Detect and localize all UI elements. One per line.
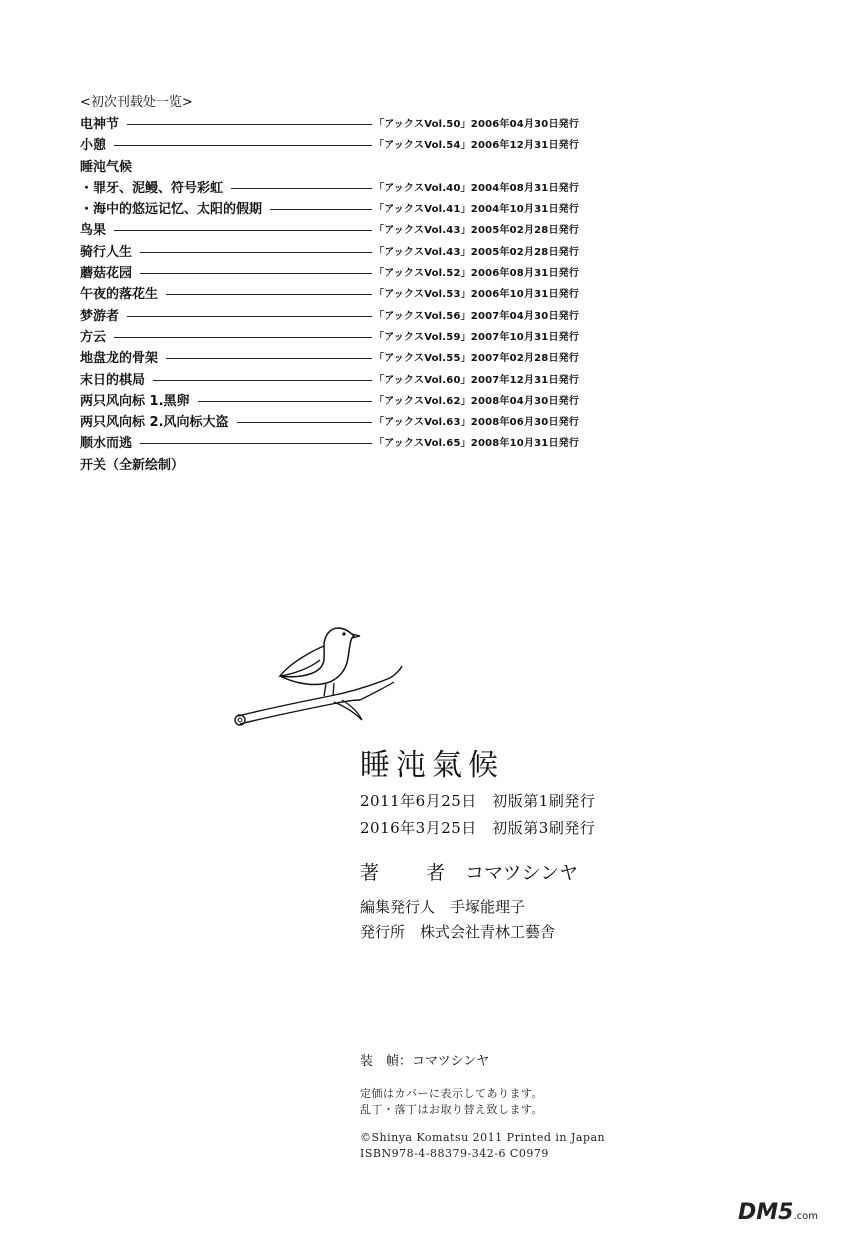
author-line <box>360 858 578 885</box>
list-item-publication: 「アックスVol.56」2007年04月30日発行 <box>374 310 580 322</box>
list-item-leader-line <box>231 188 372 189</box>
isbn-line: ISBN978-4-88379-342-6 C0979 <box>360 1147 549 1160</box>
list-item-title: 末日的棋局 <box>80 372 146 388</box>
misprint-note: 乱丁・落丁はお取り替え致します。 <box>360 1103 544 1116</box>
list-item-leader-line <box>237 422 372 423</box>
list-item-leader-line <box>114 337 372 338</box>
list-item-title: 梦游者 <box>80 308 120 324</box>
list-item-title: 午夜的落花生 <box>80 287 159 303</box>
list-heading: <初次刊载处一览> <box>80 95 193 110</box>
list-item-leader-line <box>127 316 372 317</box>
bird-on-branch-illustration <box>230 616 410 732</box>
list-item <box>80 199 580 220</box>
price-note: 定価はカバーに表示してあります。 <box>360 1087 544 1100</box>
list-item-publication: 「アックスVol.52」2006年08月31日発行 <box>374 268 580 280</box>
author-label: 著 者 <box>360 862 460 884</box>
serialization-list <box>80 92 580 476</box>
list-item-leader-line <box>198 401 372 402</box>
list-item-leader-line <box>153 380 372 381</box>
list-item <box>80 157 540 178</box>
list-item-leader-line <box>140 252 372 253</box>
list-item <box>80 284 580 305</box>
copyright-line: ©Shinya Komatsu 2011 Printed in Japan <box>360 1131 606 1144</box>
list-item-leader-line <box>270 209 372 210</box>
author-name: コマツシンヤ <box>465 862 579 884</box>
list-item-publication: 「アックスVol.41」2004年10月31日発行 <box>374 204 580 216</box>
design-credit: 装 幀：コマツシンヤ <box>360 1054 490 1069</box>
list-item-leader-line <box>166 358 372 359</box>
list-item-title: ・罪牙、泥鳗、符号彩虹 <box>80 180 224 196</box>
list-item-publication: 「アックスVol.43」2005年02月28日発行 <box>374 225 580 237</box>
list-item <box>80 114 580 135</box>
list-item <box>80 455 540 476</box>
list-item <box>80 306 580 327</box>
list-item-title: 地盘龙的骨架 <box>80 351 159 367</box>
list-item-publication: 「アックスVol.40」2004年08月31日発行 <box>374 182 580 194</box>
list-item <box>80 412 580 433</box>
publisher-line: 発行所 株式会社青林工藝舎 <box>360 923 556 941</box>
list-item-publication: 「アックスVol.53」2006年10月31日発行 <box>374 289 580 301</box>
list-rows <box>80 114 580 476</box>
list-item-leader-line <box>166 294 372 295</box>
list-item-title: 鸟果 <box>80 223 107 239</box>
list-item-leader-line <box>127 124 372 125</box>
list-item-leader-line <box>114 230 372 231</box>
list-item-publication: 「アックスVol.63」2008年06月30日発行 <box>374 417 580 429</box>
list-item-publication: 「アックスVol.54」2006年12月31日発行 <box>374 140 580 152</box>
list-item-publication: 「アックスVol.60」2007年12月31日発行 <box>374 374 580 386</box>
list-item-title: 蘑菇花园 <box>80 266 133 282</box>
watermark-suffix: .com <box>793 1211 819 1222</box>
list-item-title: 骑行人生 <box>80 244 133 260</box>
list-item-title: 方云 <box>80 329 107 345</box>
list-item-publication: 「アックスVol.65」2008年10月31日発行 <box>374 438 580 450</box>
list-item <box>80 348 580 369</box>
list-item <box>80 433 580 454</box>
list-item-leader-line <box>140 273 372 274</box>
watermark-text: DM5 <box>738 1200 794 1225</box>
list-item <box>80 220 580 241</box>
list-item <box>80 135 580 156</box>
list-item-publication: 「アックスVol.62」2008年04月30日発行 <box>374 395 580 407</box>
list-item-title: 两只风向标 1.黑卵 <box>80 393 190 409</box>
list-item-title: 小憩 <box>80 138 107 154</box>
list-item <box>80 178 580 199</box>
editor-line: 編集発行人 手塚能理子 <box>360 898 526 916</box>
list-item-publication: 「アックスVol.59」2007年10月31日発行 <box>374 331 580 343</box>
list-item-leader-line <box>140 443 372 444</box>
list-item-publication: 「アックスVol.55」2007年02月28日発行 <box>374 353 580 365</box>
site-watermark-logo <box>738 1200 838 1230</box>
first-print-date: 2011年6月25日 初版第1刷発行 <box>360 792 596 810</box>
list-item-title: 顺水而逃 <box>80 436 133 452</box>
list-item <box>80 242 580 263</box>
book-title: 睡沌氣候 <box>360 748 504 783</box>
list-item <box>80 327 580 348</box>
list-item-publication: 「アックスVol.50」2006年04月30日発行 <box>374 119 580 130</box>
list-item-title: 睡沌气候 <box>80 159 133 175</box>
third-print-date: 2016年3月25日 初版第3刷発行 <box>360 819 596 837</box>
list-item-title: ・海中的悠远记忆、太阳的假期 <box>80 202 263 218</box>
list-item-publication: 「アックスVol.43」2005年02月28日発行 <box>374 246 580 258</box>
list-item-title: 电神节 <box>80 117 120 132</box>
list-item-leader-line <box>114 145 372 146</box>
list-item <box>80 263 580 284</box>
list-item <box>80 370 580 391</box>
list-item-title: 两只风向标 2.风向标大盗 <box>80 415 229 431</box>
list-item-title: 开关（全新绘制） <box>80 457 185 473</box>
list-item <box>80 391 580 412</box>
